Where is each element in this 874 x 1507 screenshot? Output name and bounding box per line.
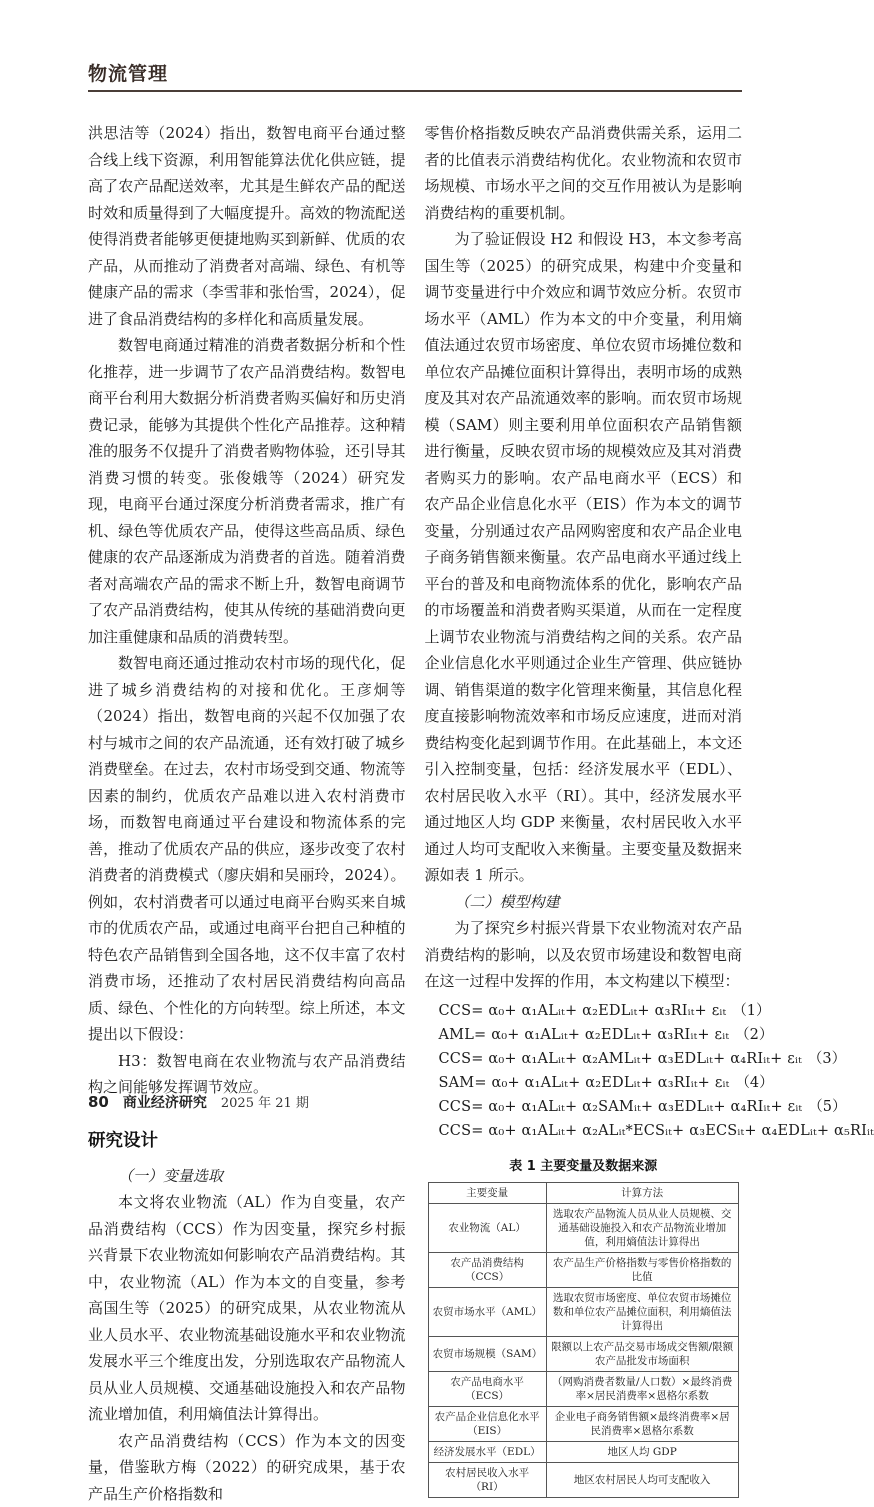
section-heading-research-design: 研究设计 <box>88 1129 406 1153</box>
equation-number: （4） <box>729 1071 773 1095</box>
table-cell-method: 农产品生产价格指数与零售价格指数的比值 <box>546 1252 738 1287</box>
equation-number: （5） <box>802 1095 846 1119</box>
table-row <box>428 1203 738 1252</box>
hypothesis-h3: H3：数智电商在农业物流与农产品消费结构之间能够发挥调节效应。 <box>88 1048 406 1101</box>
table-cell-method: 地区农村居民人均可支配收入 <box>546 1462 738 1497</box>
equation-5 <box>425 1095 743 1119</box>
table-cell-variable: 农贸市场水平（AML） <box>428 1287 546 1336</box>
section-label: 物流管理 <box>88 62 742 86</box>
header-rule <box>88 90 742 92</box>
left-column <box>88 120 406 1090</box>
equation-number: （3） <box>802 1047 846 1071</box>
table-row <box>428 1462 738 1497</box>
table-cell-method: 选取农贸市场密度、单位农贸市场摊位数和单位农产品摊位面积，利用熵值法计算得出 <box>546 1287 738 1336</box>
running-head <box>88 62 742 92</box>
table-cell-variable: 农村居民收入水平（RI） <box>428 1462 546 1497</box>
equation-expression: SAM= α₀+ α₁ALᵢₜ+ α₂EDLᵢₜ+ α₃RIᵢₜ+ εᵢₜ <box>439 1071 730 1095</box>
subsection-heading-model-construction: （二）模型构建 <box>425 889 743 916</box>
paragraph: 为了验证假设 H2 和假设 H3，本文参考高国生等（2025）的研究成果，构建中介变量和调节变量进行中介效应和调节效应分析。农贸市场水平（AML）作为本文的中介变量，利用熵值法通过农贸市场密度、单位农贸市场摊位数和单位农产品摊位面积计算得出，表明市场的成熟度及其对农产品流通效率的影响。而农贸市场规模（SAM）则主要利用单位面积农产品销售额进行衡量，反映农贸市场的规模效应及其对消费者购买力的影响。农产品电商水平（ECS）和农产品企业信息化水平（EIS）作为本文的调节变量，分别通过农产品网购密度和农产品企业电子商务销售额来衡量。农产品电商水平通过线上平台的普及和电商物流体系的优化，影响农产品的市场覆盖和消费者购买渠道，从而在一定程度上调节农业物流与消费结构之间的关系。农产品企业信息化水平则通过企业生产管理、供应链协调、销售渠道的数字化管理来衡量，其信息化程度直接影响物流效率和市场反应速度，进而对消费结构变化起到调节作用。在此基础上，本文还引入控制变量，包括：经济发展水平（EDL）、农村居民收入水平（RI）。其中，经济发展水平通过地区人均 GDP 来衡量，农村居民收入水平通过人均可支配收入来衡量。主要变量及数据来源如表 1 所示。 <box>425 226 743 889</box>
paragraph: 零售价格指数反映农产品消费供需关系，运用二者的比值表示消费结构优化。农业物流和农贸市场规模、市场水平之间的交互作用被认为是影响消费结构的重要机制。 <box>425 120 743 226</box>
paragraph: 为了探究乡村振兴背景下农业物流对农产品消费结构的影响，以及农贸市场建设和数智电商在这一过程中发挥的作用，本文构建以下模型： <box>425 915 743 995</box>
table-cell-method: 地区人均 GDP <box>546 1441 738 1462</box>
table-caption: 表 1 主要变量及数据来源 <box>425 1155 743 1174</box>
paragraph: 数智电商还通过推动农村市场的现代化，促进了城乡消费结构的对接和优化。王彦炯等（2024）指出，数智电商的兴起不仅加强了农村与城市之间的农产品流通，还有效打破了城乡消费壁垒。在过去，农村市场受到交通、物流等因素的制约，优质农产品难以进入农村消费市场，而数智电商通过平台建设和物流体系的完善，推动了优质农产品的供应，逐步改变了农村消费者的消费模式（廖庆娟和吴丽玲，2024）。例如，农村消费者可以通过电商平台购买来自城市的优质农产品，或通过电商平台把自己种植的特色农产品销售到全国各地，这不仅丰富了农村消费市场，还推动了农村居民消费结构向高品质、绿色、个性化的方向转型。综上所述，本文提出以下假设： <box>88 650 406 1048</box>
table-cell-method: （网购消费者数量/人口数）×最终消费率×居民消费率×恩格尔系数 <box>546 1371 738 1406</box>
table-cell-variable: 农产品消费结构（CCS） <box>428 1252 546 1287</box>
equation-expression: CCS= α₀+ α₁ALᵢₜ+ α₂SAMᵢₜ+ α₃EDLᵢₜ+ α₄RIᵢₜ+ εᵢₜ <box>439 1095 803 1119</box>
table-header-row <box>428 1182 738 1203</box>
issue-info: 2025 年 21 期 <box>221 1092 309 1111</box>
paragraph: 洪思洁等（2024）指出，数智电商平台通过整合线上线下资源，利用智能算法优化供应链，提高了农产品配送效率，尤其是生鲜农产品的配送时效和质量得到了大幅度提升。高效的物流配送使得消费者能够更便捷地购买到新鲜、优质的农产品，从而推动了消费者对高端、绿色、有机等健康产品的需求（李雪菲和张怡雪，2024），促进了食品消费结构的多样化和高质量发展。 <box>88 120 406 332</box>
equation-expression: CCS= α₀+ α₁ALᵢₜ+ α₂EDLᵢₜ+ α₃RIᵢₜ+ εᵢₜ <box>439 999 727 1023</box>
table-cell-variable: 农产品电商水平（ECS） <box>428 1371 546 1406</box>
paragraph: 农产品消费结构（CCS）作为本文的因变量，借鉴耿方梅（2022）的研究成果，基于农产品生产价格指数和 <box>88 1428 406 1507</box>
table-cell-variable: 农产品企业信息化水平（EIS） <box>428 1406 546 1441</box>
equation-expression: CCS= α₀+ α₁ALᵢₜ+ α₂AMLᵢₜ+ α₃EDLᵢₜ+ α₄RIᵢₜ+ εᵢₜ <box>439 1047 802 1071</box>
page-footer <box>88 1092 309 1112</box>
table-cell-variable: 农业物流（AL） <box>428 1203 546 1252</box>
journal-name: 商业经济研究 <box>123 1092 207 1112</box>
table-row <box>428 1406 738 1441</box>
paragraph: 数智电商通过精准的消费者数据分析和个性化推荐，进一步调节了农产品消费结构。数智电商平台利用大数据分析消费者购买偏好和历史消费记录，能够为其提供个性化产品推荐。这种精准的服务不仅提升了消费者购物体验，还引导其消费习惯的转变。张俊娥等（2024）研究发现，电商平台通过深度分析消费者需求，推广有机、绿色等优质农产品，使得这些高品质、绿色健康的农产品逐渐成为消费者的首选。随着消费者对高端农产品的需求不断上升，数智电商调节了农产品消费结构，使其从传统的基础消费向更加注重健康和品质的消费转型。 <box>88 332 406 650</box>
equation-6 <box>425 1119 743 1143</box>
equation-expression: CCS= α₀+ α₁ALᵢₜ+ α₂ALᵢₜ*ECSᵢₜ+ α₃ECSᵢₜ+ α₄EDLᵢₜ+ α₅RIᵢₜ <box>439 1119 874 1143</box>
equation-expression: AML= α₀+ α₁ALᵢₜ+ α₂EDLᵢₜ+ α₃RIᵢₜ+ εᵢₜ <box>439 1023 730 1047</box>
table-cell-method: 企业电子商务销售额×最终消费率×居民消费率×恩格尔系数 <box>546 1406 738 1441</box>
equation-2 <box>425 1023 743 1047</box>
paragraph: 本文将农业物流（AL）作为自变量，农产品消费结构（CCS）作为因变量，探究乡村振兴背景下农业物流如何影响农产品消费结构。其中，农业物流（AL）作为本文的自变量，参考高国生等（2025）的研究成果，从农业物流从业人员水平、农业物流基础设施水平和农业物流发展水平三个维度出发，分别选取农产品物流人员从业人员规模、交通基础设施投入和农产品物流业增加值，利用熵值法计算得出。 <box>88 1189 406 1428</box>
model-equations <box>425 999 743 1143</box>
table-row <box>428 1287 738 1336</box>
page-number: 80 <box>88 1093 109 1111</box>
body-columns <box>88 120 742 1090</box>
table-header-variable: 主要变量 <box>428 1182 546 1203</box>
variables-table <box>428 1182 739 1498</box>
table-cell-method: 限额以上农产品交易市场成交售额/限额农产品批发市场面积 <box>546 1336 738 1371</box>
table-cell-variable: 经济发展水平（EDL） <box>428 1441 546 1462</box>
equation-number: （2） <box>729 1023 773 1047</box>
right-column <box>425 120 743 1090</box>
equation-1 <box>425 999 743 1023</box>
equation-number: （1） <box>726 999 770 1023</box>
table-row <box>428 1371 738 1406</box>
table-row <box>428 1252 738 1287</box>
table-cell-method: 选取农产品物流人员从业人员规模、交通基础设施投入和农产品物流业增加值，利用熵值法计算得出 <box>546 1203 738 1252</box>
table-header-method: 计算方法 <box>546 1182 738 1203</box>
table-cell-variable: 农贸市场规模（SAM） <box>428 1336 546 1371</box>
subsection-heading-variable-selection: （一）变量选取 <box>88 1163 406 1190</box>
table-row <box>428 1441 738 1462</box>
table-row <box>428 1336 738 1371</box>
equation-3 <box>425 1047 743 1071</box>
equation-4 <box>425 1071 743 1095</box>
